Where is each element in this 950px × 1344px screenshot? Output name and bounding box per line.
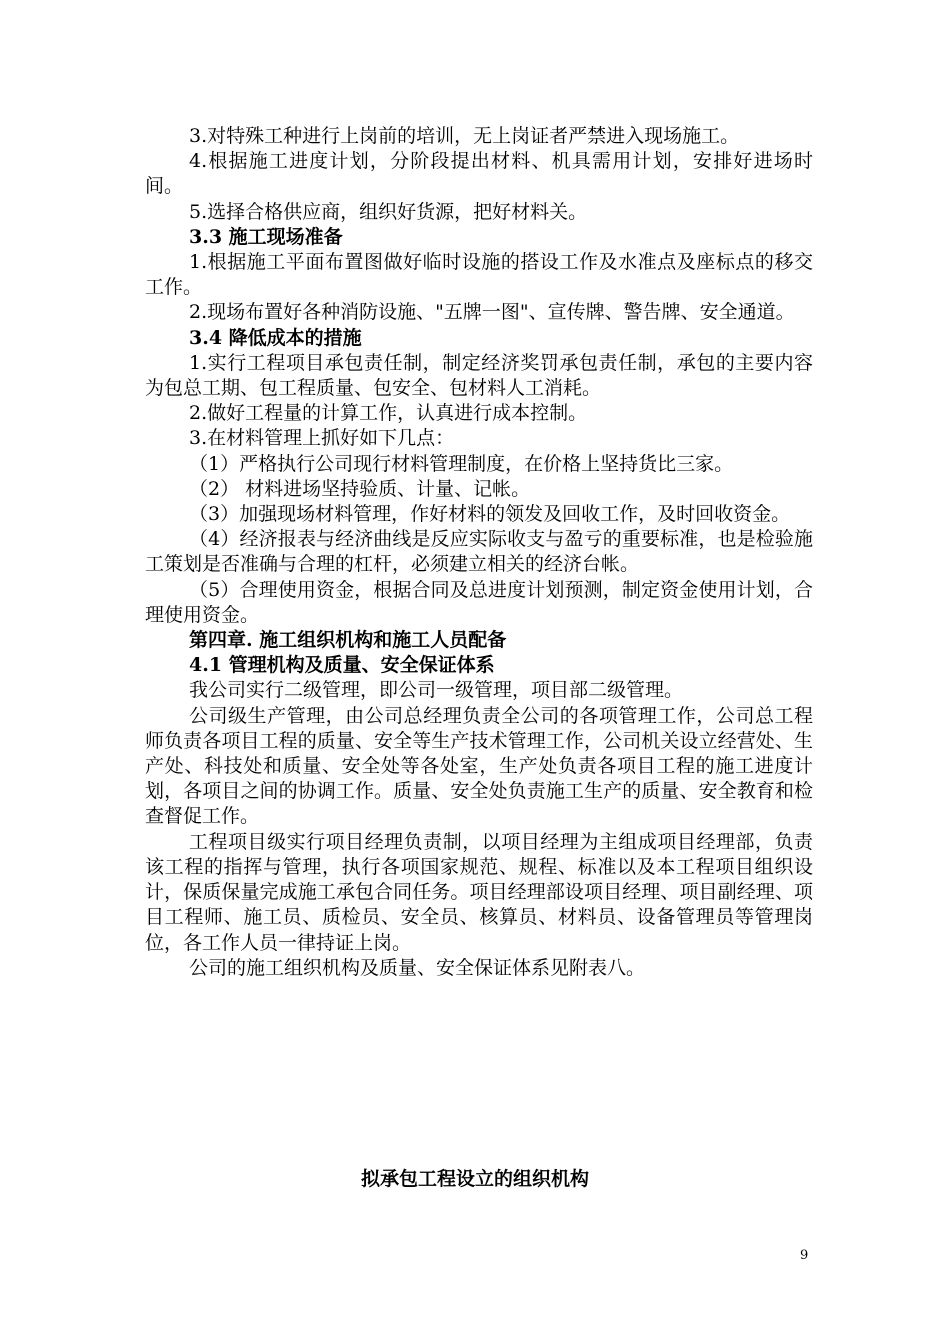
section-heading: 4.1 管理机构及质量、安全保证体系 (189, 654, 495, 677)
paragraph: 2.现场布置好各种消防设施、"五牌一图"、宣传牌、警告牌、安全通道。 (189, 301, 795, 324)
paragraph: 2.做好工程量的计算工作，认真进行成本控制。 (189, 402, 588, 425)
paragraph: 我公司实行二级管理，即公司一级管理，项目部二级管理。 (189, 679, 684, 702)
paragraph: 公司的施工组织机构及质量、安全保证体系见附表八。 (189, 956, 646, 979)
list-item: （2） 材料进场坚持验质、计量、记帐。 (189, 477, 531, 500)
list-item: （1）严格执行公司现行材料管理制度，在价格上坚持货比三家。 (189, 452, 734, 475)
paragraph: 工程项目级实行项目经理负责制，以项目经理为主组成项目经理部，负责该工程的指挥与管理，执行各项国家规范、规程、标准以及本工程项目组织设计，保质保量完成施工承包合同任务。项目经理部设项目经理、项目副经理、项目工程师、施工员、质检员、安全员、核算员、材料员、设备管理员等管理岗位，各工作人员一律持证上岗。 (145, 830, 813, 954)
chapter-heading: 第四章. 施工组织机构和施工人员配备 (189, 629, 507, 652)
list-item: （5）合理使用资金，根据合同及总进度计划预测，制定资金使用计划，合理使用资金。 (145, 578, 813, 626)
list-item: （4）经济报表与经济曲线是反应实际收支与盈亏的重要标准，也是检验施工策划是否准确与合理的杠杆，必须建立相关的经济台帐。 (145, 528, 813, 576)
body-text (145, 124, 813, 981)
paragraph: 1.根据施工平面布置图做好临时设施的搭设工作及水准点及座标点的移交工作。 (145, 251, 813, 299)
page-number: 9 (800, 1248, 809, 1263)
section-heading: 3.4 降低成本的措施 (189, 326, 362, 349)
paragraph: 5.选择合格供应商，组织好货源，把好材料关。 (189, 200, 588, 223)
paragraph: 3.对特殊工种进行上岗前的培训，无上岗证者严禁进入现场施工。 (189, 125, 740, 147)
paragraph: 3.在材料管理上抓好如下几点： (189, 427, 455, 450)
paragraph: 1.实行工程项目承包责任制，制定经济奖罚承包责任制，承包的主要内容为包总工期、包工程质量、包安全、包材料人工消耗。 (145, 351, 813, 400)
section-heading: 3.3 施工现场准备 (189, 225, 343, 248)
list-item: （3）加强现场材料管理，作好材料的领发及回收工作，及时回收资金。 (189, 503, 791, 526)
figure-caption: 拟承包工程设立的组织机构 (360, 1168, 589, 1190)
paragraph: 4.根据施工进度计划，分阶段提出材料、机具需用计划，安排好进场时间。 (145, 150, 813, 198)
paragraph: 公司级生产管理，由公司总经理负责全公司的各项管理工作，公司总工程师负责各项目工程的质量、安全等生产技术管理工作，公司机关设立经营处、生产处、科技处和质量、安全处等各处室，生产处负责各项目工程的施工进度计划，各项目之间的协调工作。质量、安全处负责施工生产的质量、安全教育和检查督促工作。 (145, 704, 813, 828)
